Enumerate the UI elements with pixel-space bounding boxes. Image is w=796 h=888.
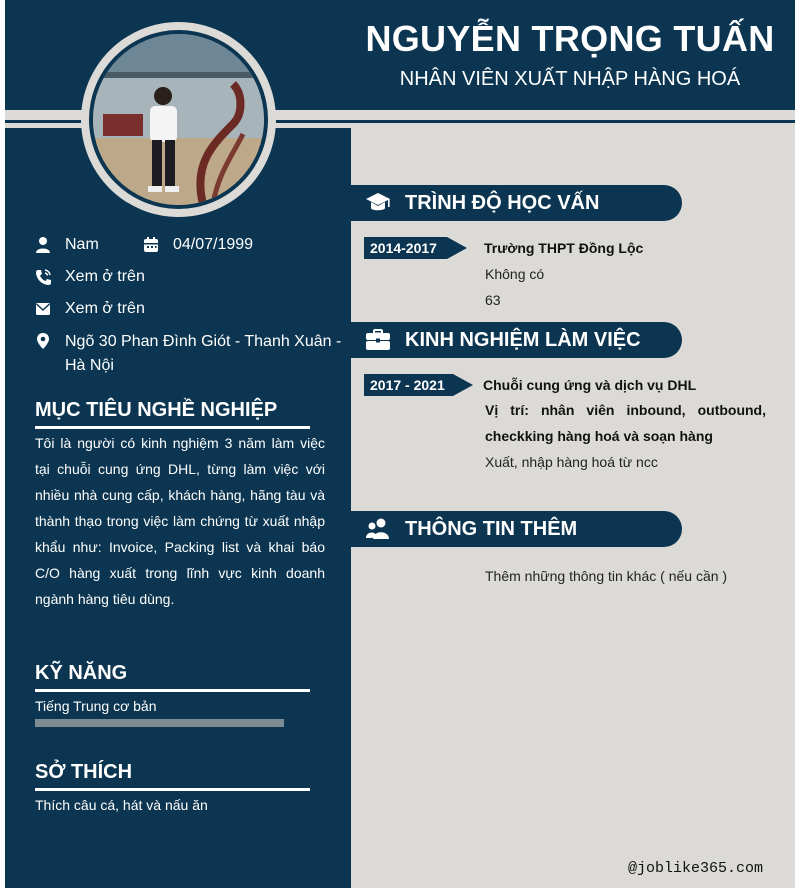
gender-value: Nam	[65, 236, 99, 253]
extra-heading: THÔNG TIN THÊM	[405, 518, 578, 540]
candidate-name: NGUYỄN TRỌNG TUẤN	[365, 18, 775, 59]
graduation-cap-icon	[365, 190, 391, 216]
candidate-job-title: NHÂN VIÊN XUẤT NHẬP HÀNG HOÁ	[399, 68, 741, 90]
extra-section-header	[351, 511, 682, 547]
skills-underline	[35, 689, 310, 692]
experience-position: Vị trí: nhân viên inbound, outbound, checkking hàng hoá và soạn hàng	[485, 402, 766, 444]
experience-heading: KINH NGHIỆM LÀM VIỆC	[405, 329, 641, 351]
extra-text: Thêm những thông tin khác ( nếu cần )	[485, 568, 728, 584]
avatar-photo	[93, 34, 264, 205]
avatar	[93, 34, 264, 205]
badge-arrow	[447, 237, 467, 259]
phone-value: Xem ở trên	[65, 268, 145, 285]
education-school: Trường THPT Đồng Lộc	[484, 240, 644, 256]
badge-arrow	[453, 374, 473, 396]
calendar-icon	[143, 236, 159, 254]
hobbies-underline	[35, 788, 310, 791]
skill-level-fill	[35, 719, 284, 727]
address-value: Ngõ 30 Phan Đình Giót - Thanh Xuân - Hà Nội	[65, 333, 342, 374]
education-heading: TRÌNH ĐỘ HỌC VẤN	[405, 192, 600, 214]
user-icon	[35, 236, 51, 254]
education-line2: 63	[485, 292, 501, 308]
watermark: @joblike365.com	[628, 860, 764, 877]
phone-icon	[35, 268, 51, 286]
cv-page	[5, 0, 795, 888]
experience-description: Xuất, nhập hàng hoá từ ncc	[485, 454, 658, 470]
education-line1: Không có	[485, 266, 545, 282]
birthdate-value: 04/07/1999	[173, 236, 254, 253]
experience-section-header	[351, 322, 682, 358]
experience-company: Chuỗi cung ứng và dịch vụ DHL	[483, 377, 697, 393]
briefcase-icon	[365, 327, 391, 353]
skill-name: Tiếng Trung cơ bản	[35, 698, 157, 714]
education-section-header	[351, 185, 682, 221]
objective-text: Tôi là người có kinh nghiệm 3 năm làm việc tại chuỗi cung ứng DHL, từng làm việc với nhiều nhà cung cấp, khách hàng, hãng tàu và thành thạo trong việc làm chứng từ xuất nhập khẩu như: Invoice, Packing list và khai báo C/O hàng xuất trong lĩnh vực kinh doanh ngành hàng tiêu dùng.	[35, 435, 325, 607]
skills-heading: KỸ NĂNG	[35, 662, 128, 684]
email-value: Xem ở trên	[65, 300, 145, 317]
envelope-icon	[35, 300, 51, 318]
map-pin-icon	[35, 332, 51, 350]
skill-level-bar	[35, 719, 284, 727]
education-period: 2014-2017	[364, 237, 447, 259]
hobbies-heading: SỞ THÍCH	[35, 761, 133, 783]
objective-underline	[35, 426, 310, 429]
hobbies-text: Thích câu cá, hát và nấu ăn	[35, 797, 208, 813]
experience-period: 2017 - 2021	[364, 374, 453, 396]
users-icon	[365, 516, 391, 542]
objective-heading: MỤC TIÊU NGHỀ NGHIỆP	[35, 399, 278, 421]
